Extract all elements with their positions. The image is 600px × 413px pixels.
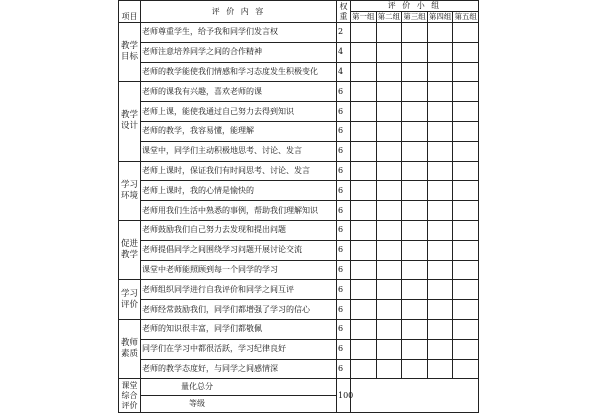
group-score-cell[interactable]: [402, 121, 428, 141]
criteria-row: [119, 319, 479, 339]
group-score-cell[interactable]: [402, 23, 428, 43]
summary-value-cell[interactable]: [351, 379, 479, 413]
category-cell: 学习评价: [119, 280, 141, 320]
group-score-cell[interactable]: [376, 240, 402, 260]
group-score-cell[interactable]: [453, 102, 479, 122]
criteria-row: [119, 359, 479, 379]
group-score-cell[interactable]: [402, 161, 428, 181]
group-score-cell[interactable]: [351, 260, 377, 280]
total-weight-cell: 100: [337, 379, 351, 413]
group-score-cell[interactable]: [351, 42, 377, 62]
group-score-cell[interactable]: [351, 240, 377, 260]
criterion-text: 老师的课我有兴趣，喜欢老师的课: [141, 82, 337, 102]
group-score-cell[interactable]: [376, 42, 402, 62]
level-label: 等级: [141, 396, 337, 413]
group-score-cell[interactable]: [427, 359, 453, 379]
criterion-text: 老师提倡同学之间围绕学习问题开展讨论交流: [141, 240, 337, 260]
group-score-cell[interactable]: [453, 260, 479, 280]
group-score-cell[interactable]: [376, 23, 402, 43]
group-score-cell[interactable]: [427, 300, 453, 320]
criterion-text: 课堂中老师能照顾到每一个同学的学习: [141, 260, 337, 280]
group-header-3: 第三组: [403, 12, 426, 21]
group-score-cell[interactable]: [427, 181, 453, 201]
group-score-cell[interactable]: [351, 280, 377, 300]
group-score-cell[interactable]: [453, 42, 479, 62]
group-score-cell[interactable]: [402, 300, 428, 320]
criterion-text: 课堂中，同学们主动积极地思考、讨论、发言: [141, 141, 337, 161]
criterion-text: 老师组织同学进行自我评价和同学之间互评: [141, 280, 337, 300]
group-score-cell[interactable]: [351, 23, 377, 43]
group-score-cell[interactable]: [402, 141, 428, 161]
group-score-cell[interactable]: [351, 62, 377, 82]
group-score-cell[interactable]: [427, 319, 453, 339]
evaluation-table: [118, 0, 479, 413]
weight-cell: 6: [337, 121, 351, 141]
criteria-row: [119, 181, 479, 201]
group-score-cell[interactable]: [453, 300, 479, 320]
group-header-2: 第二组: [377, 12, 401, 21]
criteria-row: [119, 161, 479, 181]
summary-score-row: [119, 379, 479, 396]
group-score-cell[interactable]: [453, 161, 479, 181]
category-cell: 教学设计: [119, 82, 141, 161]
group-score-cell[interactable]: [453, 201, 479, 221]
criterion-text: 老师上课，能使我通过自己努力去得到知识: [141, 102, 337, 122]
group-score-cell[interactable]: [402, 102, 428, 122]
group-score-cell[interactable]: [376, 102, 402, 122]
criterion-text: 老师鼓励我们自己努力去发现和提出问题: [141, 220, 337, 240]
criterion-text: 老师经常鼓励我们，同学们都增强了学习的信心: [141, 300, 337, 320]
group-score-cell[interactable]: [351, 359, 377, 379]
group-score-cell[interactable]: [376, 62, 402, 82]
group-score-cell[interactable]: [427, 161, 453, 181]
criteria-row: [119, 102, 479, 122]
weight-cell: 6: [337, 201, 351, 221]
project-header: 项目: [119, 1, 141, 23]
group-score-cell[interactable]: [376, 260, 402, 280]
group-score-cell[interactable]: [351, 300, 377, 320]
group-score-cell[interactable]: [427, 201, 453, 221]
weight-cell: 6: [337, 319, 351, 339]
group-score-cell[interactable]: [351, 220, 377, 240]
criteria-row: [119, 82, 479, 102]
group-score-cell[interactable]: [351, 141, 377, 161]
group-score-cell[interactable]: [351, 201, 377, 221]
weight-cell: 4: [337, 62, 351, 82]
criteria-row: [119, 260, 479, 280]
group-header-5: 第五组: [454, 12, 477, 21]
group-score-cell[interactable]: [402, 240, 428, 260]
group-score-cell[interactable]: [453, 62, 479, 82]
group-score-cell[interactable]: [351, 339, 377, 359]
weight-cell: 6: [337, 141, 351, 161]
group-score-cell[interactable]: [376, 121, 402, 141]
weight-cell: 6: [337, 280, 351, 300]
criterion-text: 老师上课时，保证我们有时间思考、讨论、发言: [141, 161, 337, 181]
group-score-cell[interactable]: [453, 240, 479, 260]
group-score-cell[interactable]: [427, 42, 453, 62]
group-score-cell[interactable]: [402, 181, 428, 201]
group-score-cell[interactable]: [376, 319, 402, 339]
weight-cell: 6: [337, 102, 351, 122]
criteria-row: [119, 23, 479, 43]
summary-category-cell: 课堂综合评价: [119, 379, 141, 413]
weight-cell: 2: [337, 23, 351, 43]
criterion-text: 老师注意培养同学之间的合作精神: [141, 42, 337, 62]
group-score-cell[interactable]: [427, 121, 453, 141]
category-cell: 教学目标: [119, 23, 141, 82]
group-score-cell[interactable]: [376, 141, 402, 161]
group-score-cell[interactable]: [402, 62, 428, 82]
group-score-cell[interactable]: [402, 220, 428, 240]
criteria-row: [119, 240, 479, 260]
group-score-cell[interactable]: [351, 102, 377, 122]
group-score-cell[interactable]: [402, 42, 428, 62]
weight-cell: 4: [337, 42, 351, 62]
group-score-cell[interactable]: [427, 260, 453, 280]
group-score-cell[interactable]: [453, 82, 479, 102]
weight-cell: 6: [337, 260, 351, 280]
group-score-cell[interactable]: [402, 359, 428, 379]
group-score-cell[interactable]: [376, 359, 402, 379]
group-score-cell[interactable]: [376, 161, 402, 181]
criteria-row: [119, 220, 479, 240]
group-score-cell[interactable]: [427, 220, 453, 240]
category-cell: 促进教学: [119, 220, 141, 279]
group-score-cell[interactable]: [427, 23, 453, 43]
group-score-cell[interactable]: [351, 181, 377, 201]
score-label: 量化总分: [141, 379, 337, 396]
group-score-cell[interactable]: [402, 319, 428, 339]
weight-header: 权重: [337, 1, 351, 23]
criteria-row: [119, 141, 479, 161]
criterion-text: 老师的知识很丰富，同学们都敬佩: [141, 319, 337, 339]
group-score-cell[interactable]: [453, 181, 479, 201]
criterion-text: 老师的教学，我容易懂，能理解: [141, 121, 337, 141]
criteria-row: [119, 201, 479, 221]
weight-cell: 6: [337, 220, 351, 240]
group-score-cell[interactable]: [427, 102, 453, 122]
group-score-cell[interactable]: [402, 82, 428, 102]
content-header: 评 价 内 容: [141, 1, 337, 23]
group-score-cell[interactable]: [427, 141, 453, 161]
weight-cell: 6: [337, 240, 351, 260]
criteria-row: [119, 339, 479, 359]
criterion-text: 老师的教学能使我们情感和学习态度发生积极变化: [141, 62, 337, 82]
category-cell: 教师素质: [119, 319, 141, 378]
criteria-row: [119, 121, 479, 141]
group-score-cell[interactable]: [402, 260, 428, 280]
group-score-cell[interactable]: [351, 319, 377, 339]
group-score-cell[interactable]: [376, 181, 402, 201]
group-score-cell[interactable]: [453, 220, 479, 240]
group-score-cell[interactable]: [453, 121, 479, 141]
group-score-cell[interactable]: [402, 280, 428, 300]
criteria-row: [119, 300, 479, 320]
group-score-cell[interactable]: [427, 240, 453, 260]
group-score-cell[interactable]: [376, 339, 402, 359]
criteria-row: [119, 62, 479, 82]
group-score-cell[interactable]: [453, 141, 479, 161]
group-score-cell[interactable]: [402, 339, 428, 359]
group-title-header: 评 价 小 组: [351, 1, 479, 12]
group-header-1: 第一组: [352, 12, 375, 21]
category-cell: 学习环境: [119, 161, 141, 220]
group-score-cell[interactable]: [453, 339, 479, 359]
weight-cell: 6: [337, 359, 351, 379]
group-score-cell[interactable]: [351, 121, 377, 141]
criterion-text: 老师用我们生活中熟悉的事例，帮助我们理解知识: [141, 201, 337, 221]
group-score-cell[interactable]: [376, 220, 402, 240]
group-score-cell[interactable]: [453, 359, 479, 379]
group-score-cell[interactable]: [453, 23, 479, 43]
group-score-cell[interactable]: [351, 82, 377, 102]
criterion-text: 老师的教学态度好，与同学之间感情深: [141, 359, 337, 379]
weight-cell: 6: [337, 300, 351, 320]
criterion-text: 老师上课时，我的心情是愉快的: [141, 181, 337, 201]
group-score-cell[interactable]: [351, 161, 377, 181]
group-score-cell[interactable]: [427, 280, 453, 300]
group-score-cell[interactable]: [427, 82, 453, 102]
criteria-row: [119, 280, 479, 300]
group-score-cell[interactable]: [453, 319, 479, 339]
criterion-text: 同学们在学习中都很活跃，学习纪律良好: [141, 339, 337, 359]
group-score-cell[interactable]: [453, 280, 479, 300]
criterion-text: 老师尊重学生，给予我和同学们发言权: [141, 23, 337, 43]
group-score-cell[interactable]: [376, 82, 402, 102]
group-score-cell[interactable]: [402, 201, 428, 221]
group-score-cell[interactable]: [427, 62, 453, 82]
weight-cell: 6: [337, 161, 351, 181]
group-score-cell[interactable]: [427, 339, 453, 359]
weight-cell: 6: [337, 82, 351, 102]
group-score-cell[interactable]: [376, 201, 402, 221]
group-score-cell[interactable]: [376, 300, 402, 320]
group-header-4: 第四组: [428, 12, 452, 21]
weight-cell: 6: [337, 339, 351, 359]
group-score-cell[interactable]: [376, 280, 402, 300]
weight-cell: 6: [337, 181, 351, 201]
criteria-row: [119, 42, 479, 62]
